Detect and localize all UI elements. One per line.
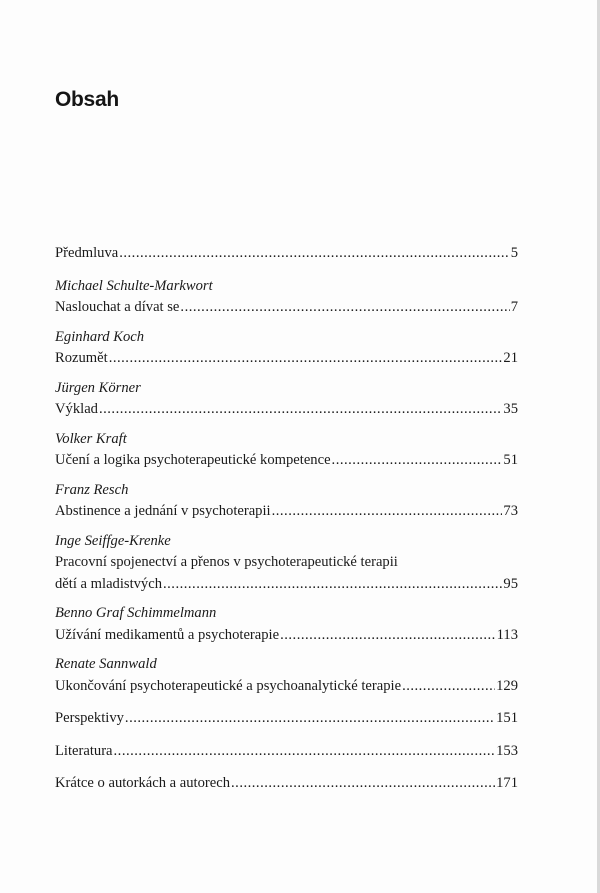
dot-leader — [180, 297, 509, 319]
toc-entry-seiffge-krenke — [55, 531, 518, 596]
toc-entry-autori — [55, 773, 518, 795]
dot-leader — [114, 741, 496, 763]
toc-entry-perspektivy — [55, 708, 518, 730]
toc-title: Perspektivy — [55, 710, 124, 726]
toc-row — [55, 676, 518, 698]
toc-author: Franz Resch — [55, 481, 129, 498]
toc-page-number: 73 — [503, 503, 518, 519]
toc-entry-sannwald — [55, 654, 518, 697]
toc-entry-resch — [55, 480, 518, 523]
toc-page-number: 5 — [510, 245, 518, 261]
dot-leader — [109, 348, 503, 370]
toc-title-line: Pracovní spojenectví a přenos v psychoterapeutické terapii — [55, 554, 398, 570]
toc-row — [55, 708, 518, 730]
toc-page-number: 95 — [503, 575, 518, 592]
toc-page-number: 21 — [503, 350, 518, 366]
toc-title: Literatura — [55, 742, 113, 759]
toc-row — [55, 501, 518, 523]
dot-leader — [119, 243, 509, 265]
toc-page-number: 51 — [503, 452, 518, 468]
toc-author: Inge Seiffge-Krenke — [55, 532, 171, 549]
toc-row — [55, 773, 518, 795]
toc-title: Užívání medikamentů a psychoterapie — [55, 626, 280, 643]
toc-row — [55, 741, 518, 763]
toc-page-number: 129 — [496, 677, 518, 694]
dot-leader — [99, 399, 502, 421]
dot-leader — [280, 625, 496, 647]
toc-row — [55, 574, 518, 596]
toc-page-number: 35 — [503, 401, 518, 417]
toc-row — [55, 348, 518, 370]
toc-page-number: 151 — [496, 710, 518, 726]
toc-row — [55, 297, 518, 319]
toc-title: Ukončování psychoterapeutické a psychoanalytické terapie — [55, 677, 402, 694]
table-of-contents — [55, 243, 518, 795]
toc-entry-kraft — [55, 429, 518, 472]
toc-entry-schimmelmann — [55, 603, 518, 646]
dot-leader — [402, 676, 495, 698]
toc-entry-korner — [55, 378, 518, 421]
toc-author: Jürgen Körner — [55, 379, 141, 396]
toc-author: Michael Schulte-Markwort — [55, 277, 213, 294]
toc-title: Učení a logika psychoterapeutické kompetence — [55, 452, 331, 468]
toc-entry-predmluva — [55, 243, 518, 265]
dot-leader — [125, 708, 495, 730]
toc-author: Benno Graf Schimmelmann — [55, 605, 217, 621]
toc-author: Volker Kraft — [55, 430, 127, 447]
toc-title: Abstinence a jednání v psychoterapii — [55, 503, 271, 519]
toc-page-number: 7 — [510, 299, 518, 315]
toc-author: Renate Sannwald — [55, 656, 157, 672]
toc-entry-literatura — [55, 741, 518, 763]
toc-row — [55, 450, 518, 472]
toc-title: Výklad — [55, 401, 98, 417]
page-title: Obsah — [55, 88, 119, 111]
toc-row — [55, 625, 518, 647]
toc-row — [55, 243, 518, 265]
dot-leader — [332, 450, 503, 472]
dot-leader — [163, 574, 502, 596]
toc-entry-schulte-markwort — [55, 276, 518, 319]
toc-page-number: 113 — [496, 626, 518, 643]
dot-leader — [231, 773, 495, 795]
toc-title: Naslouchat a dívat se — [55, 299, 180, 315]
toc-title: Předmluva — [55, 245, 119, 261]
toc-entry-koch — [55, 327, 518, 370]
toc-title: Krátce o autorkách a autorech — [55, 775, 231, 791]
toc-row — [55, 399, 518, 421]
dot-leader — [272, 501, 503, 523]
toc-page-number: 171 — [496, 775, 518, 791]
toc-title: Rozumět — [55, 350, 108, 366]
toc-title: dětí a mladistvých — [55, 575, 162, 592]
toc-page-number: 153 — [496, 742, 518, 759]
toc-author: Eginhard Koch — [55, 328, 145, 345]
